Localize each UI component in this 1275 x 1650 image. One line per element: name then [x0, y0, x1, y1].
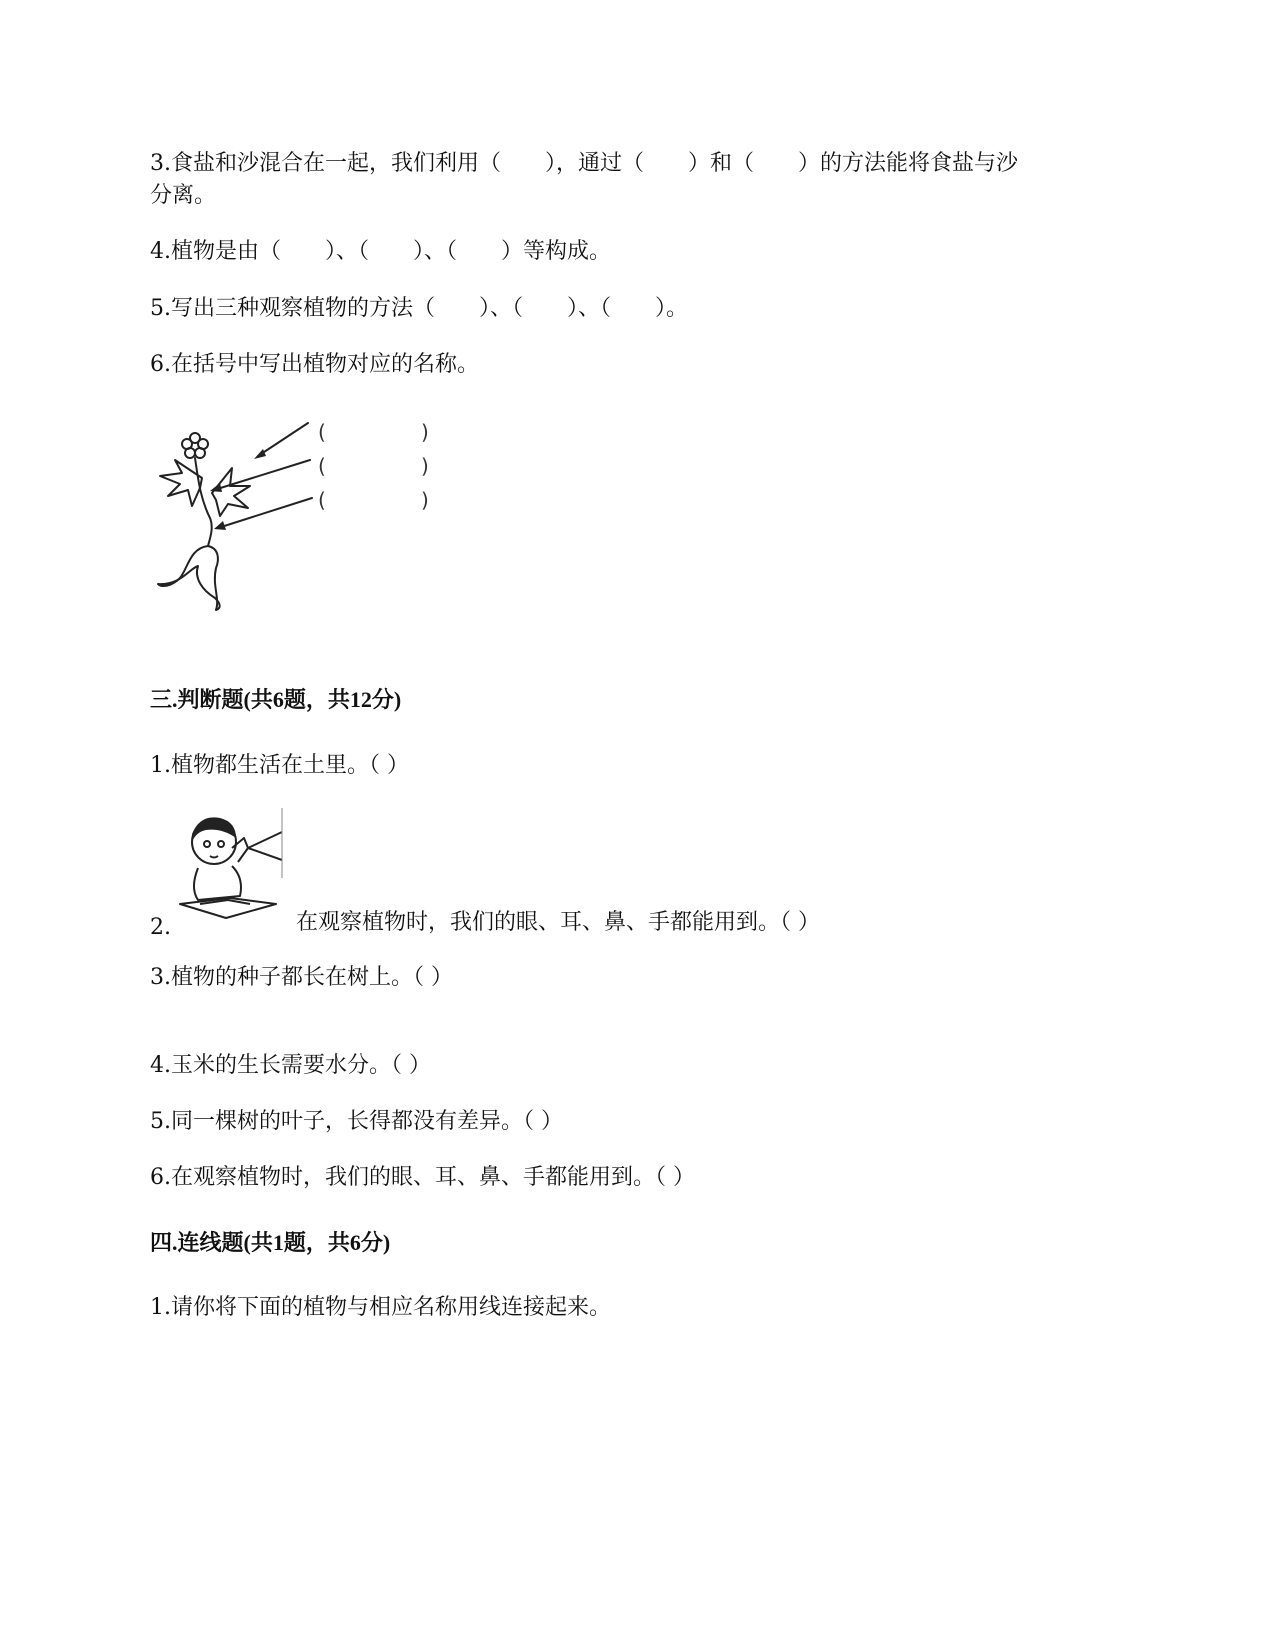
- judge-q4: 4.玉米的生长需要水分。（ ）: [150, 1053, 431, 1078]
- flower-icon: [182, 433, 208, 458]
- fill-q5: 5.写出三种观察植物的方法（ ）、（ ）、（ ）。: [150, 296, 688, 321]
- section-judge-heading: 三.判断题(共6题，共12分): [150, 687, 402, 712]
- fill-q3-line1: 3.食盐和沙混合在一起，我们利用（ ），通过（ ）和（ ）的方法能将食盐与沙: [150, 151, 1018, 176]
- arrow-root: [218, 498, 312, 528]
- fill-q3-line2: 分离。: [150, 183, 217, 208]
- judge-q1: 1.植物都生活在土里。（ ）: [150, 753, 409, 778]
- judge-q2-number: 2.: [150, 915, 171, 940]
- boy-observing-illustration: [170, 808, 290, 928]
- matching-q1: 1.请你将下面的植物与相应名称用线连接起来。: [150, 1295, 611, 1320]
- fill-q6: 6.在括号中写出植物对应的名称。: [150, 352, 479, 377]
- section-matching-heading: 四.连线题(共1题，共6分): [150, 1230, 391, 1255]
- fill-q4: 4.植物是由（ ）、（ ）、（ ）等构成。: [150, 239, 611, 264]
- blank-open-3: (: [318, 488, 326, 512]
- judge-q5: 5.同一棵树的叶子，长得都没有差异。（ ）: [150, 1109, 563, 1134]
- blank-close-3: ): [421, 488, 429, 512]
- blank-close-2: ): [421, 454, 429, 478]
- arrow-flower: [258, 423, 308, 456]
- judge-q2-text: 在观察植物时，我们的眼、耳、鼻、手都能用到。（ ）: [296, 910, 820, 935]
- plant-diagram: [150, 418, 450, 618]
- blank-open-1: (: [318, 420, 326, 444]
- arrow-leaf: [214, 460, 310, 490]
- blank-close-1: ): [421, 420, 429, 444]
- blank-open-2: (: [318, 454, 326, 478]
- judge-q6: 6.在观察植物时，我们的眼、耳、鼻、手都能用到。（ ）: [150, 1165, 695, 1190]
- judge-q3: 3.植物的种子都长在树上。（ ）: [150, 965, 453, 990]
